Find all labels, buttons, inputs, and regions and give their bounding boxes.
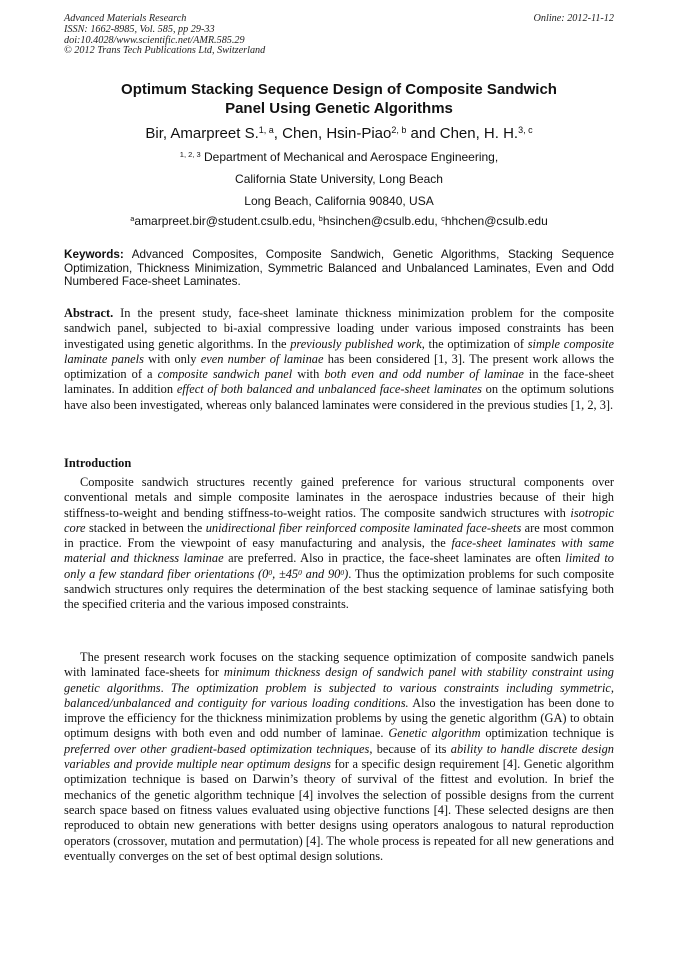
body-text: . [160, 680, 171, 695]
doi-line: doi:10.4028/www.scientific.net/AMR.585.29 [64, 34, 245, 46]
body-italic: minimum thickness design of sandwich panel with stability constraint using genetic algorithms [64, 665, 614, 695]
email-c[interactable]: hhchen@csulb.edu [444, 214, 548, 228]
abstract-italic: previously published work [290, 336, 422, 351]
body-italic: Genetic algorithm [388, 726, 481, 741]
body-text: . Thus the optimization problems for such composite sandwich structures only requires the determination of the best stacking sequence of laminae satisfying both the specified criteria and the various imposed constraints. [64, 566, 615, 612]
body-text: , because of its [369, 741, 451, 756]
author-2-sup: 2, b [391, 125, 407, 135]
intro-paragraph-1 [64, 475, 614, 613]
body-italic: face-sheet laminates with same material and thickness laminae [64, 536, 614, 566]
abstract-paragraph [64, 306, 614, 413]
author-list: Bir, Amarpreet S.$^{1, a}$, Chen, Hsin-Piao$^{2, b}$ and Chen, H. H.$^{3, c}$ [145, 125, 533, 142]
abstract-italic: composite sandwich panel [157, 367, 293, 382]
body-italic: preferred over other gradient-based optimization techniques [64, 741, 370, 756]
email-line [64, 214, 614, 228]
abstract-text: has been considered [1, 3]. The present work allows the optimization of a [64, 351, 614, 382]
body-italic: The optimization problem is subjected to various constraints including symmetric, balanced/unbalanced and contiguity for various loading conditions. [64, 680, 614, 710]
author-2: Chen, Hsin-Piao [282, 125, 392, 142]
online-date: Online: 2012-11-12 [533, 13, 614, 24]
body-italic: ability to handle discrete design variables and provide multiple near optimum designs [64, 741, 614, 772]
journal-name: Advanced Materials Research [64, 13, 187, 24]
author-3-sup: 3, c [518, 125, 533, 135]
abstract-italic: effect of both balanced and unbalanced face-sheet laminates [176, 382, 482, 397]
affil-sup: 1, 2, 3 [179, 150, 201, 159]
keywords-block [64, 248, 614, 289]
email-b[interactable]: hsinchen@csulb.edu, [322, 214, 442, 228]
abstract-text: on the optimum solutions have also been investigated, whereas only balanced laminates were considered in the previous studies [1, 2, 3]. [64, 382, 614, 412]
body-italic: isotropic core [64, 505, 614, 535]
abstract-italic: even number of laminae [200, 351, 324, 366]
keywords-text: Advanced Composites, Composite Sandwich, Genetic Algorithms, Stacking Sequence Optimization, Thickness Minimization, Symmetric Balanced and Unbalanced Laminates, Even and Odd Numbered Face-sheet Laminates. [64, 248, 614, 289]
author-3: Chen, H. H. [439, 125, 519, 142]
abstract-text: with only [143, 351, 201, 366]
author-1: Bir, Amarpreet S. [145, 125, 259, 142]
body-text: are most common in practice. From the viewpoint of easy manufacturing and analysis, the [64, 520, 615, 551]
affiliation-dept [64, 150, 614, 164]
body-text: for a specific design requirement [4]. Genetic algorithm optimization technique is based on Darwin’s theory of survival of the fittest and evolution. In brief the mechanics of the genetic algorithm technique [4] involves the selection of possible designs from the current search space based on fitness values evaluated using objective functions [4]. These selected designs are then reproduced to obtain new generations with better designs using operators analogous to natural reproduction operators (crossover, mutation and permutation) [4]. The whole process is repeated for all new generations and eventually converges on the set of best optimal design solutions. [64, 757, 614, 863]
body-italic: unidirectional fiber reinforced composite laminated face-sheets [205, 520, 522, 535]
italic-part: , ±45 [272, 566, 299, 581]
keywords-label: Keywords: [64, 248, 124, 261]
author-and: and [406, 125, 440, 142]
email-c-sup: c [441, 214, 445, 223]
abstract-italic: simple composite laminate panels [64, 336, 614, 366]
section-heading-introduction: Introduction [64, 456, 132, 470]
dept-text: Department of Mechanical and Aerospace Engineering, [204, 150, 499, 164]
email-a-sup: a [130, 214, 135, 223]
copyright-line: © 2012 Trans Tech Publications Ltd, Switzerland [64, 45, 266, 57]
title-line-2: Panel Using Genetic Algorithms [225, 100, 453, 117]
italic-part: and 90 [301, 566, 341, 581]
body-text: stacked in between the [85, 520, 206, 535]
body-text: The present research work focuses on the stacking sequence optimization of composite sandwich panels with laminated face-sheets for [64, 650, 614, 680]
author-1-sup: 1, a [258, 125, 274, 135]
abstract-text: with [292, 367, 325, 382]
abstract-text: in the face-sheet laminates. In addition [64, 367, 614, 397]
body-text: Composite sandwich structures recently gained preference for various structural components over conventional metals and simple composite laminates in the aerospace industries because of their high stiffness-to-weight and bending stiffness-to-weight ratios. The composite sandwich structures with [64, 475, 614, 520]
affiliation-city: Long Beach, California 90840, USA [244, 194, 434, 208]
abstract-italic: both even and odd number of laminae [324, 367, 524, 382]
abstract-text: In the present study, face-sheet laminate thickness minimization problem for the composite sandwich panel, subjected to bi-axial compressive loading under various imposed constraints has been investigated using genetic algorithms. In the [64, 306, 614, 351]
affiliation-univ: California State University, Long Beach [235, 172, 443, 186]
intro-paragraph-2 [64, 650, 614, 864]
abstract-label: Abstract. [64, 306, 114, 320]
degree-sup: 0 [298, 567, 302, 577]
italic-part: limited to only a few standard fiber orientations (0 [64, 551, 614, 581]
paper-title [64, 80, 614, 118]
body-text: Also the investigation has been done to improve the efficiency for the thickness minimization problems by using the genetic algorithm (GA) to obtain optimum designs with both even and odd number of laminae. [64, 695, 615, 741]
body-text: optimization technique is [480, 726, 614, 741]
abstract-text: , the optimization of [421, 336, 528, 351]
italic-part: ) [344, 566, 349, 581]
title-line-1: Optimum Stacking Sequence Design of Composite Sandwich [121, 81, 557, 98]
degree-sup: 0 [268, 567, 273, 577]
issn-line: ISSN: 1662-8985, Vol. 585, pp 29-33 [64, 23, 215, 35]
body-text: are preferred. Also in practice, the face-sheet laminates are often [223, 551, 566, 566]
degree-sup: 0 [340, 567, 345, 577]
email-a[interactable]: amarpreet.bir@student.csulb.edu, [134, 214, 319, 228]
email-b-sup: b [318, 214, 323, 223]
journal-header [64, 14, 265, 57]
